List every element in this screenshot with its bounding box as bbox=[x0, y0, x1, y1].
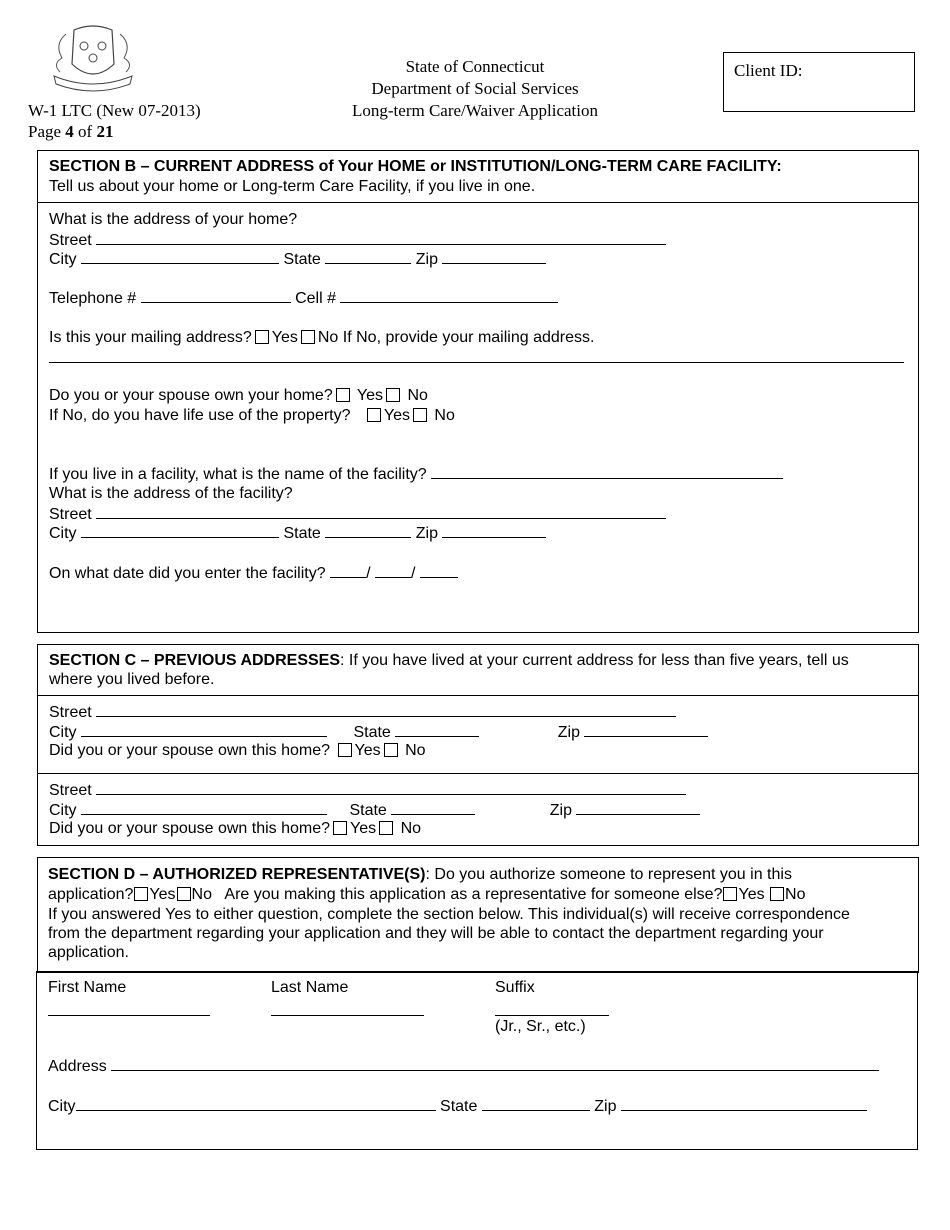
application-name: Long-term Care/Waiver Application bbox=[352, 101, 598, 120]
section-b-divider bbox=[37, 202, 919, 203]
home-street-row: Street bbox=[49, 230, 666, 251]
facility-zip-field[interactable] bbox=[442, 523, 546, 538]
facility-state-field[interactable] bbox=[325, 523, 411, 538]
section-d-intro-3: If you answered Yes to either question, complete the section below. This individual(s) will receive correspondence bbox=[48, 906, 850, 923]
phone-row: Telephone # Cell # bbox=[49, 288, 558, 309]
first-name-field[interactable] bbox=[48, 1015, 210, 1016]
prev1-own-yes-checkbox[interactable] bbox=[338, 743, 352, 757]
prev2-own-row: Did you or your spouse own this home? Yes No bbox=[49, 820, 422, 837]
home-address-question: What is the address of your home? bbox=[49, 211, 298, 228]
facility-address-question: What is the address of the facility? bbox=[49, 485, 293, 502]
state-name: State of Connecticut bbox=[405, 57, 545, 76]
mailing-address-row: Is this your mailing address? Yes No If No, provide your mailing address. bbox=[49, 329, 595, 346]
home-city-row: City State Zip bbox=[49, 249, 546, 270]
facility-street-row: Street bbox=[49, 504, 666, 525]
facility-street-field[interactable] bbox=[96, 504, 666, 519]
page-indicator: Page 4 of 21 bbox=[28, 122, 114, 141]
prev2-street-row: Street bbox=[49, 780, 686, 801]
entry-month-field[interactable] bbox=[330, 563, 366, 578]
section-d-intro-5: application. bbox=[48, 944, 129, 961]
section-b-title: SECTION B – CURRENT ADDRESS of Your HOME or INSTITUTION/LONG-TERM CARE FACILITY: bbox=[49, 158, 782, 175]
cell-field[interactable] bbox=[340, 288, 558, 303]
section-d-title: SECTION D – AUTHORIZED REPRESENTATIVE(S) bbox=[48, 866, 426, 883]
home-street-field[interactable] bbox=[96, 230, 666, 245]
representative-yes-checkbox[interactable] bbox=[723, 887, 737, 901]
prev1-state-field[interactable] bbox=[395, 722, 479, 737]
prev1-own-no-checkbox[interactable] bbox=[384, 743, 398, 757]
prev2-street-field[interactable] bbox=[96, 780, 686, 795]
home-zip-field[interactable] bbox=[442, 249, 546, 264]
client-id-box[interactable] bbox=[723, 52, 915, 112]
facility-city-field[interactable] bbox=[81, 523, 279, 538]
prev1-city-row: City State Zip bbox=[49, 722, 708, 743]
telephone-field[interactable] bbox=[141, 288, 291, 303]
first-name-label: First Name bbox=[48, 979, 127, 996]
prev2-zip-field[interactable] bbox=[576, 800, 700, 815]
facility-name-field[interactable] bbox=[431, 464, 783, 479]
rep-state-field[interactable] bbox=[482, 1096, 590, 1111]
life-use-yes-checkbox[interactable] bbox=[367, 408, 381, 422]
representative-no-checkbox[interactable] bbox=[770, 887, 784, 901]
prev1-street-field[interactable] bbox=[96, 702, 676, 717]
facility-city-row: City State Zip bbox=[49, 523, 546, 544]
section-c-intro: SECTION C – PREVIOUS ADDRESSES: If you have lived at your current address for less than five years, tell us bbox=[49, 652, 849, 669]
rep-city-row: City State Zip bbox=[48, 1096, 867, 1117]
rep-address-row: Address bbox=[48, 1056, 879, 1077]
section-c-divider-1 bbox=[37, 695, 919, 696]
section-c-divider-2 bbox=[37, 773, 919, 774]
prev2-city-field[interactable] bbox=[81, 800, 327, 815]
entry-year-field[interactable] bbox=[420, 563, 458, 578]
prev2-own-yes-checkbox[interactable] bbox=[333, 821, 347, 835]
section-c-intro-2: where you lived before. bbox=[49, 671, 215, 688]
prev2-city-row: City State Zip bbox=[49, 800, 700, 821]
rep-zip-field[interactable] bbox=[621, 1096, 867, 1111]
section-c-title: SECTION C – PREVIOUS ADDRESSES bbox=[49, 652, 341, 669]
authorize-no-checkbox[interactable] bbox=[177, 887, 191, 901]
suffix-field[interactable] bbox=[495, 1015, 609, 1016]
connecticut-seal-logo bbox=[44, 24, 142, 92]
last-name-field[interactable] bbox=[271, 1015, 424, 1016]
life-use-row: If No, do you have life use of the property? Yes No bbox=[49, 407, 455, 424]
prev2-state-field[interactable] bbox=[391, 800, 475, 815]
form-id-block bbox=[28, 100, 201, 142]
suffix-label: Suffix bbox=[495, 979, 535, 996]
form-header bbox=[330, 56, 620, 122]
entry-date-row: On what date did you enter the facility? / / bbox=[49, 563, 458, 584]
rep-address-field[interactable] bbox=[111, 1056, 879, 1071]
client-id-label: Client ID: bbox=[734, 61, 803, 80]
life-use-no-checkbox[interactable] bbox=[413, 408, 427, 422]
last-name-label: Last Name bbox=[271, 979, 349, 996]
facility-name-row: If you live in a facility, what is the name of the facility? bbox=[49, 464, 783, 485]
section-d-intro-2: application? Yes No Are you making this application as a representative for someone else? Yes No bbox=[48, 886, 806, 903]
home-state-field[interactable] bbox=[325, 249, 411, 264]
suffix-hint: (Jr., Sr., etc.) bbox=[495, 1018, 586, 1035]
own-home-row: Do you or your spouse own your home? Yes No bbox=[49, 387, 428, 404]
section-d-intro-4: from the department regarding your application and they will be able to contact the department regarding your bbox=[48, 925, 824, 942]
authorize-yes-checkbox[interactable] bbox=[134, 887, 148, 901]
entry-day-field[interactable] bbox=[375, 563, 411, 578]
prev1-own-row: Did you or your spouse own this home? Yes No bbox=[49, 742, 426, 759]
prev1-city-field[interactable] bbox=[81, 722, 327, 737]
rep-city-field[interactable] bbox=[76, 1096, 436, 1111]
prev1-street-row: Street bbox=[49, 702, 676, 723]
own-home-no-checkbox[interactable] bbox=[386, 388, 400, 402]
home-city-field[interactable] bbox=[81, 249, 279, 264]
own-home-yes-checkbox[interactable] bbox=[336, 388, 350, 402]
form-id: W-1 LTC (New 07-2013) bbox=[28, 101, 201, 120]
department-name: Department of Social Services bbox=[371, 79, 579, 98]
section-d-intro-1: SECTION D – AUTHORIZED REPRESENTATIVE(S): Do you authorize someone to represent you in this bbox=[48, 866, 792, 883]
prev1-zip-field[interactable] bbox=[584, 722, 708, 737]
mailing-address-field[interactable] bbox=[49, 362, 904, 363]
mailing-no-checkbox[interactable] bbox=[301, 330, 315, 344]
section-b-subtitle: Tell us about your home or Long-term Care Facility, if you live in one. bbox=[49, 178, 536, 195]
prev2-own-no-checkbox[interactable] bbox=[379, 821, 393, 835]
mailing-yes-checkbox[interactable] bbox=[255, 330, 269, 344]
